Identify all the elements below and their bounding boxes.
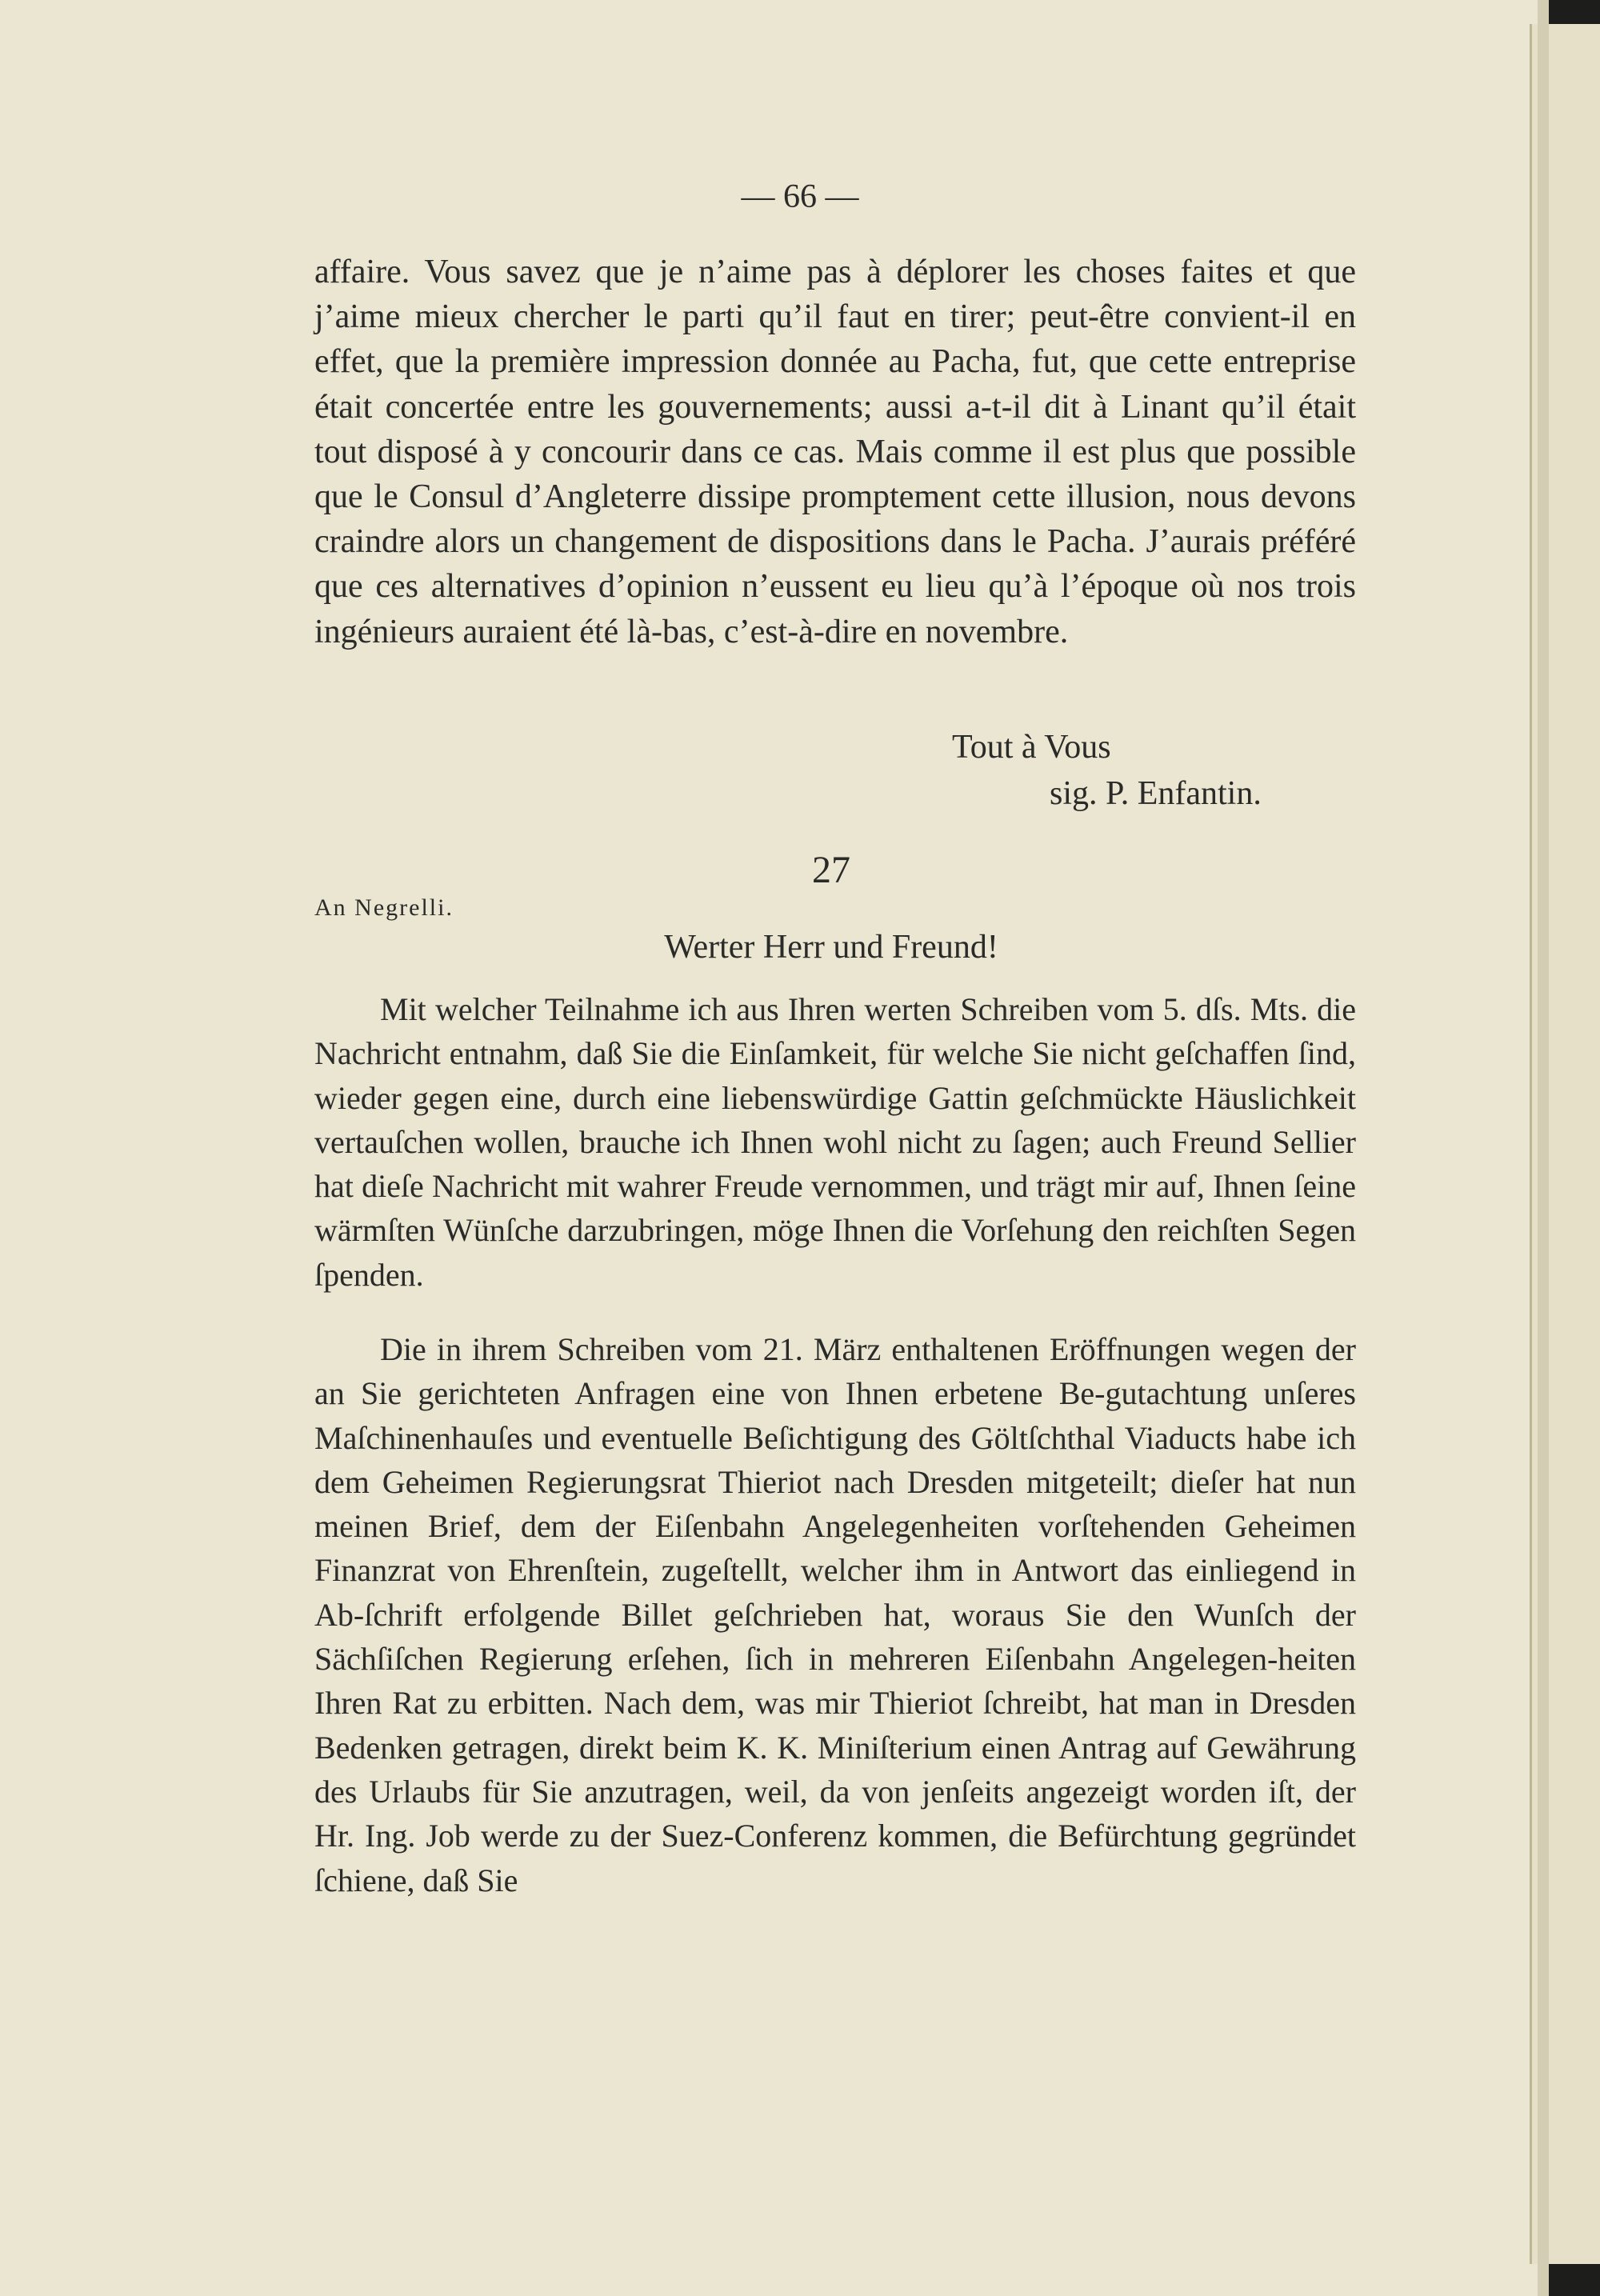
signature: sig. P. Enfantin. [1050, 775, 1262, 812]
letter-number: 27 [812, 849, 850, 891]
french-letter-ending: affaire. Vous savez que je n’aime pas à déplorer les choses faites et que j’aime mieux chercher le parti qu’il faut en tirer; peut-être convient-il en effet, que la première impression donnée au Pacha, fut, que cette entreprise était concertée entre les gouvernements; aussi a-t-il dit à Linant qu’il était tout disposé à y concourir dans ce cas. Mais comme il est plus que possible que le Consul d’Angleterre dissipe promptement cette illusion, nous devons craindre alors un changement de dispositions dans le Pacha. J’aurais préféré que ces alternatives d’opinion n’eussent eu lieu qu’à l’époque où nos trois ingénieurs auraient été là-bas, c’est-à-dire en novembre. [314, 254, 1356, 650]
german-paragraph-1: Mit welcher Teilnahme ich aus Ihren werten Schreiben vom 5. dſs. Mts. die Nachricht entnahm, daß Sie die Einſamkeit, für welche Sie nicht geſchaffen ſind, wieder gegen eine, durch eine liebenswürdige Gattin geſchmückte Häuslichkeit vertauſchen wollen, brauche ich Ihnen wohl nicht zu ſagen; auch Freund Sellier hat dieſe Nachricht mit wahrer Freude vernommen, und trägt mir auf, Ihnen ſeine wärmſten Wünſche darzubringen, möge Ihnen die Vorſehung den reichſten Segen ſpenden. [314, 991, 1356, 1293]
german-paragraph-2: Die in ihrem Schreiben vom 21. März enthaltenen Eröffnungen wegen der an Sie gerichteten Anfragen eine von Ihnen erbetene Be-gutachtung unſeres Maſchinenhauſes und eventuelle Beſichtigung des Göltſchthal Viaducts habe ich dem Geheimen Regierungsrat Thieriot nach Dresden mitgeteilt; dieſer hat nun meinen Brief, dem der Eiſenbahn Angelegenheiten vorſtehenden Geheimen Finanzrat von Ehrenſtein, zugeſtellt, welcher ihm in Antwort das einliegend in Ab-ſchrift erfolgende Billet geſchrieben hat, woraus Sie den Wunſch der Sächſiſchen Regierung erſehen, ſich in mehreren Eiſenbahn Angelegen-heiten Ihren Rat zu erbitten. Nach dem, was mir Thieriot ſchreibt, hat man in Dresden Bedenken getragen, direkt beim K. K. Miniſterium einen Antrag auf Gewährung des Urlaubs für Sie anzutragen, weil, da von jenſeits angezeigt worden iſt, der Hr. Ing. Job werde zu der Suez-Conferenz kommen, die Befürchtung gegründet ſchiene, daß Sie [314, 1331, 1356, 1898]
page-number: — 66 — [741, 178, 859, 215]
recipient: An Negrelli. [314, 894, 454, 921]
closing-formula: Tout à Vous [952, 729, 1111, 766]
page-edge [1538, 0, 1549, 2296]
salutation: Werter Herr und Freund! [664, 929, 998, 966]
